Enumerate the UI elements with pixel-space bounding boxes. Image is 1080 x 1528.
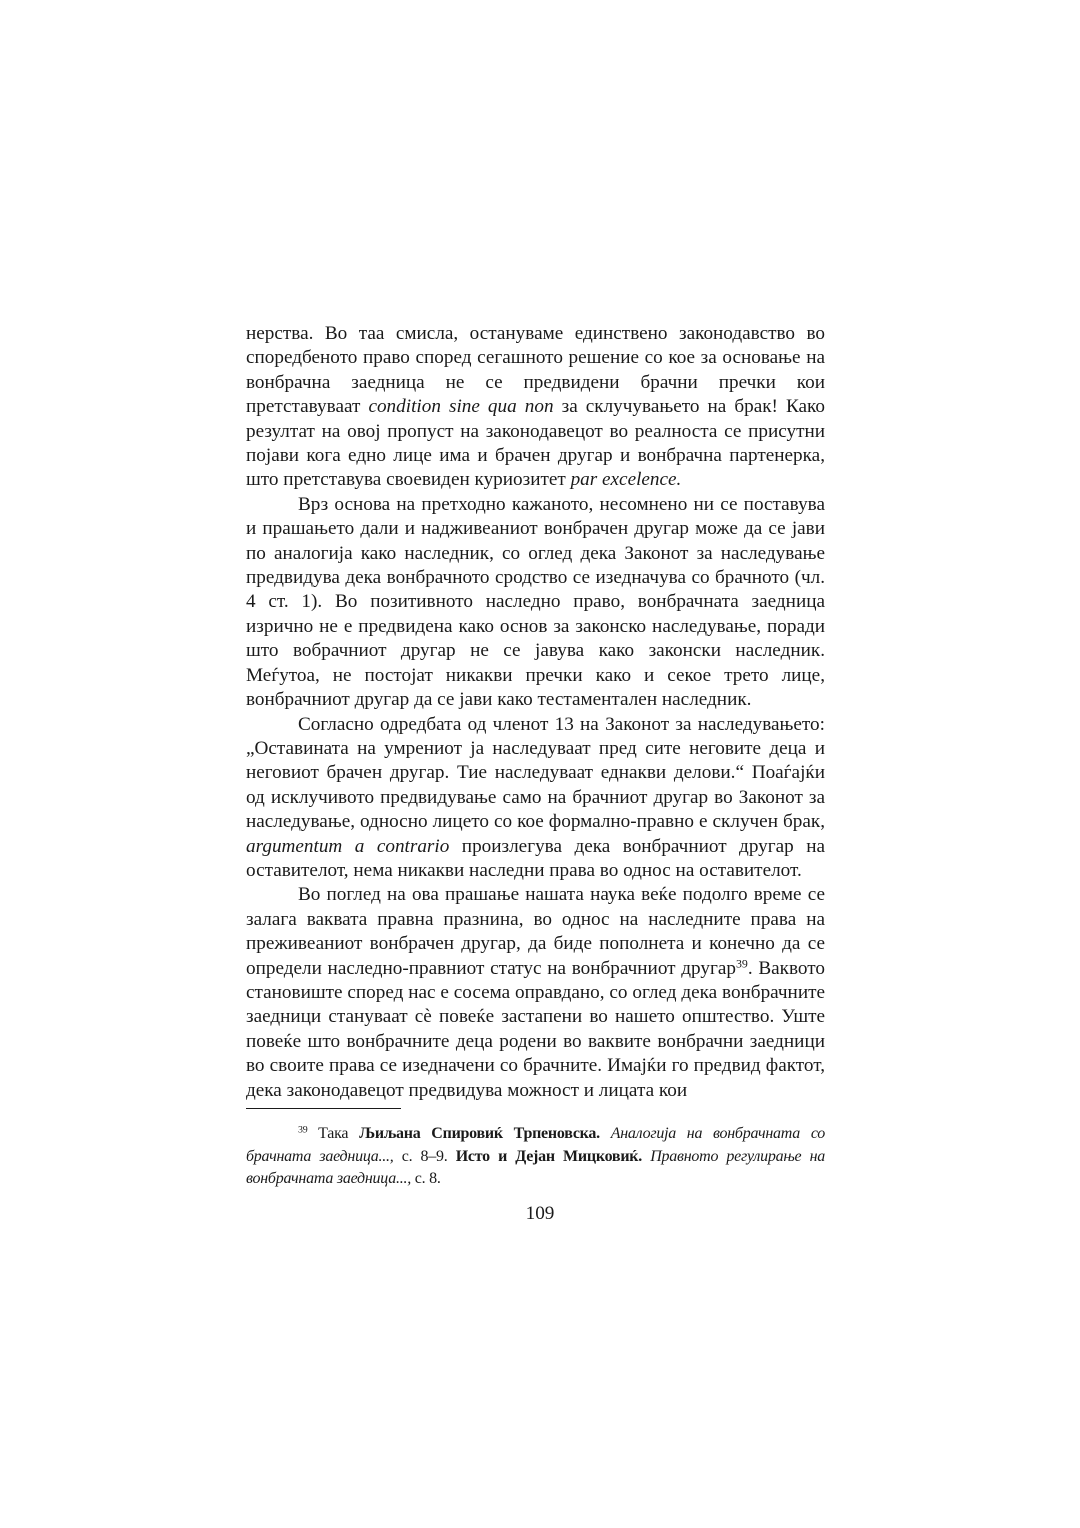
italic-term: argumentum a contrario	[246, 835, 450, 857]
text-run: Во поглед на ова прашање нашата наука веќе подолго време се залага ваквата правна празнина, во однос на наследните права на преживеаниот вонбрачен другар, да биде пополнета и конечно да се определи наследно-правниот статус на вонбрачниот другар	[246, 884, 825, 979]
author-name: Љиљана Спировиќ Трпеновска.	[359, 1125, 600, 1142]
author-name: Исто и Дејан Мицковиќ.	[455, 1147, 643, 1165]
text-run: нерства. Во таа смисла, остануваме единствено законодавство во споредбеното право според сегашното решение со кое за основање на вонбрачна заедница не се предвидени брачни пречки кои претставуваат	[246, 323, 825, 418]
text-run: с. 8–9.	[393, 1147, 456, 1165]
paragraph	[246, 883, 825, 1103]
text-run: с. 8.	[411, 1170, 441, 1187]
text-run	[642, 1148, 650, 1165]
text-run: . Ваквото становиште според нас е сосема оправдано, со оглед дека вонбрачните заедници стануваат сѐ повеќе застапени во нашето општество. Уште повеќе што вонбрачните деца родени во ваквите вонбрачни заедници во своите права се изедначени со брачните. Имајќи го предвид фактот, дека законодавецот предвидува можност и лицата кои	[246, 957, 825, 1101]
italic-term: condition sine qua non	[368, 396, 554, 418]
text-run: Врз основа на претходно кажаното, несомнено ни се поставува и прашањето дали и надживеаниот вонбрачен другар може да се јави по аналогија како наследник, со оглед дека Законот за наследување предвидува дека вонбрачното сродство се изедначува со брачното (чл. 4 ст. 1). Во позитивното наследно право, вонбрачната заедница изрично не е предвидена како основ за законско наследување, поради што вобрачниот другар не се јавува како законски наследник. Меѓутоа, не постојат никакви пречки како и секое трето лице, вонбрачниот другар да се јави како тестаментален наследник.	[246, 493, 825, 711]
footnote-marker: 39	[298, 1124, 308, 1136]
italic-term: par excelence.	[570, 469, 682, 491]
paragraph	[246, 713, 825, 884]
paragraph	[246, 493, 825, 713]
text-run: за склучувањето на брак! Како резултат на овој пропуст на законодавецот во реалноста се присутни појави кога едно лице има и брачен другар и вонбрачна партенерка, што претставува своевиден куриозитет	[246, 396, 825, 491]
body-text	[246, 322, 825, 1103]
footnote-marker: 39	[735, 956, 748, 971]
page-number: 109	[525, 1203, 555, 1224]
text-run: Согласно одредбата од членот 13 на Законот за наследувањето: „Оставината на умрениот ја наследуваат пред сите неговите деца и неговиот брачен другар. Тие наследуваат еднакви делови.“ Поаѓајќи од исклучивото предвидување само на брачниот другар во Законот за наследување, односно лицето со кое формално-правно е склучен брак,	[246, 713, 825, 833]
paragraph	[246, 322, 825, 493]
italic-term: Правното регулирање на вонбрачната заедница...,	[246, 1147, 826, 1187]
footnote-divider	[246, 1108, 401, 1109]
text-run: Така	[307, 1125, 360, 1142]
text-run	[600, 1125, 611, 1142]
italic-term: Аналогија на вонбрачната со брачната заедница...,	[246, 1125, 826, 1165]
text-run: произлегува дека вонбрачниот другар на оставителот, нема никакви наследни права во однос на оставителот.	[246, 835, 825, 881]
footnote-39	[246, 1123, 825, 1191]
